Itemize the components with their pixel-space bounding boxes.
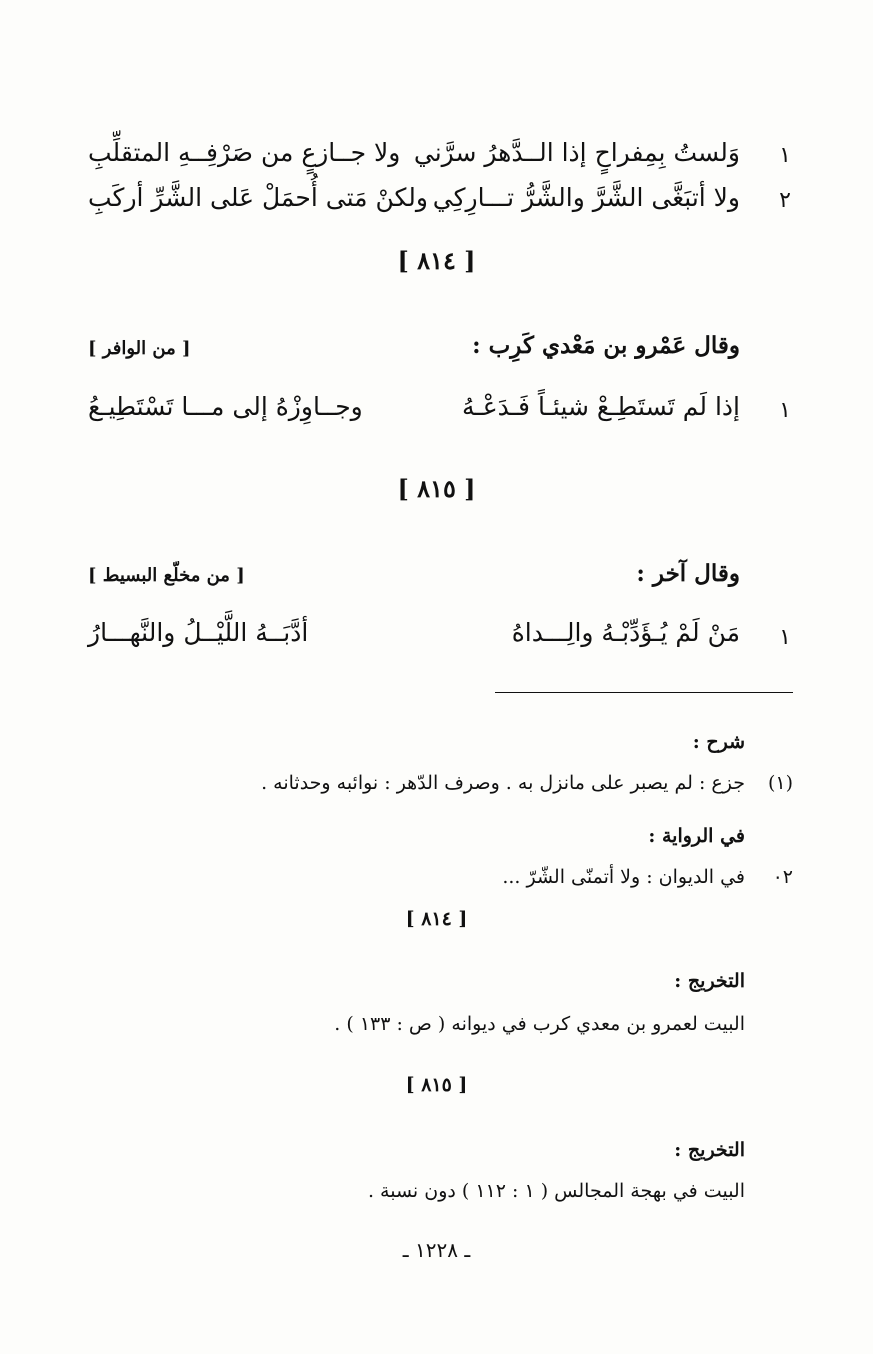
notes-section-815: [ ٨١٥ ] <box>405 1074 468 1096</box>
verse-number: ١ <box>779 398 791 423</box>
verse-first-hemistich: مَنْ لَمْ يُـؤَدِّبْـهُ والِـــداهُ <box>511 618 740 647</box>
notes-heading-riwaya: في الرواية : <box>648 825 745 847</box>
note-text: البيت لعمرو بن معدي كرب في ديوانه ( ص : ١٣٣ ) . <box>334 1013 745 1035</box>
verse-first-hemistich: وَلستُ بِمِفراحٍ إذا الــدَّهرُ سرَّني <box>413 138 740 167</box>
page-number: ـ ١٢٢٨ ـ <box>402 1238 471 1262</box>
meter-label: [ من مخلّع البسيط ] <box>88 565 245 586</box>
section-number-815: [ ٨١٥ ] <box>397 474 476 503</box>
footnote-divider <box>495 692 793 693</box>
poem-intro: وقال آخر : <box>636 560 740 587</box>
verse-first-hemistich: إذا لَم تَستَطِـعْ شيئـاً فَـدَعْـهُ <box>461 392 740 421</box>
section-number-814: [ ٨١٤ ] <box>397 246 476 275</box>
verse-number: ١ <box>779 625 791 650</box>
notes-heading-sharh: شرح : <box>692 731 745 753</box>
notes-section-814: [ ٨١٤ ] <box>405 908 468 930</box>
verse-first-hemistich: ولا أتبَغَّى الشَّرَّ والشَّرُّ تـــارِكِي <box>432 183 740 212</box>
note-number: ٠٢ <box>772 866 793 888</box>
verse-second-hemistich: أدَّبَــهُ اللَّيْــلُ والنَّهـــارُ <box>88 618 309 647</box>
verse-number: ٢ <box>779 188 791 213</box>
notes-heading-takhrij: التخريج : <box>674 970 745 992</box>
verse-second-hemistich: ولكنْ مَتى أُحمَلْ عَلى الشَّرِّ أركَبِ <box>88 183 428 212</box>
verse-second-hemistich: ولا جــازعٍ من صَرْفِــهِ المتقلِّبِ <box>88 138 401 167</box>
note-text: في الديوان : ولا أتمنّى الشّرّ ... <box>502 866 745 888</box>
note-text: جزع : لم يصبر على مانزل به . وصرف الدّهر : نوائبه وحدثانه . <box>261 772 745 794</box>
note-text: البيت في بهجة المجالس ( ١ : ١١٢ ) دون نسبة . <box>367 1180 745 1202</box>
verse-second-hemistich: وجــاوِزْهُ إلى مـــا تَسْتَطِيـعُ <box>88 392 363 421</box>
verse-number: ١ <box>779 143 791 168</box>
note-number: (١) <box>767 772 793 794</box>
meter-label: [ من الوافر ] <box>88 338 191 359</box>
notes-heading-takhrij: التخريج : <box>674 1139 745 1161</box>
poem-intro: وقال عَمْرو بن مَعْدي كَرِب : <box>472 332 740 359</box>
